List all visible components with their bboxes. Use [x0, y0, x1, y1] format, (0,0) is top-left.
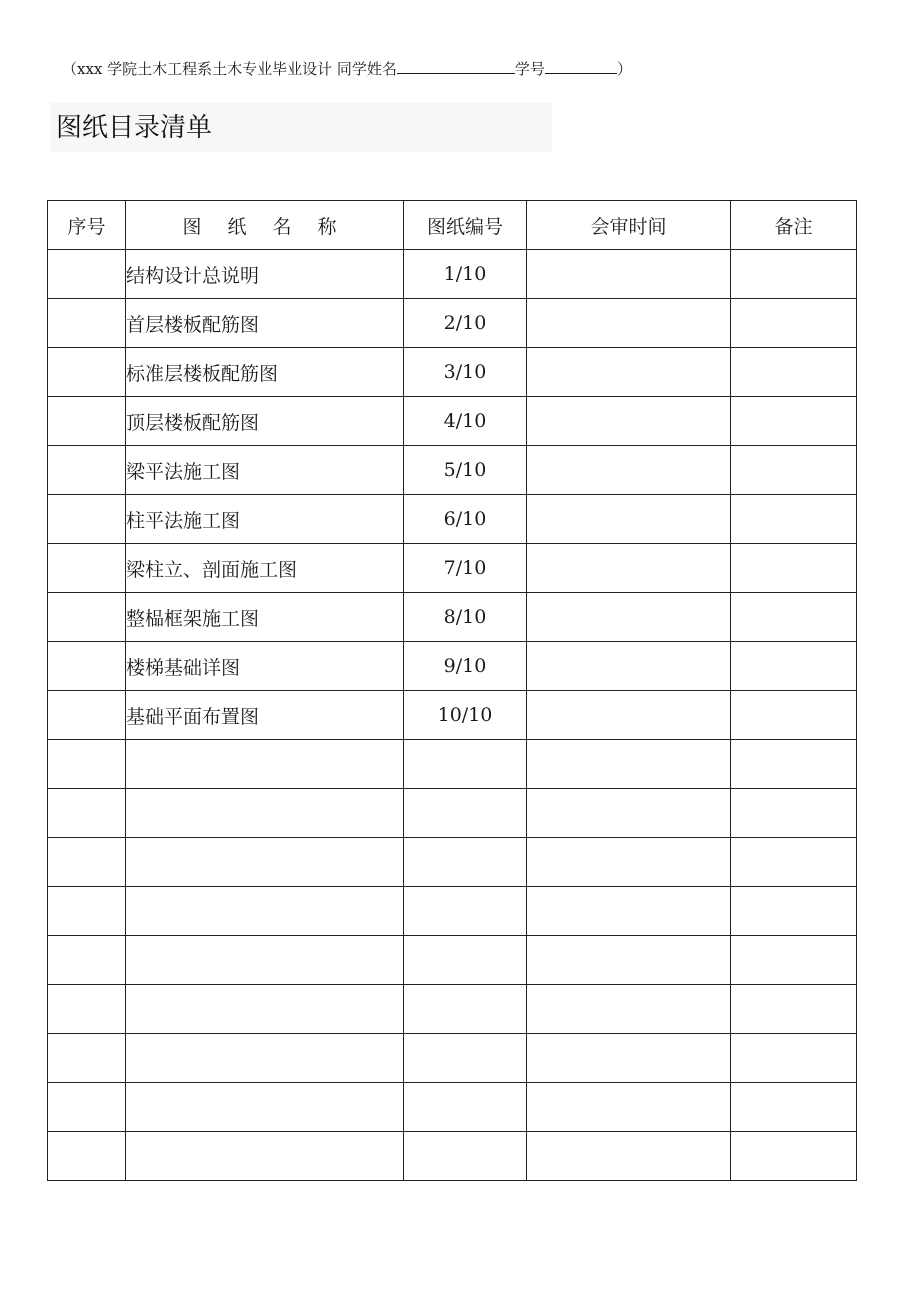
cell-review-time — [527, 446, 731, 495]
cell-seq — [48, 1034, 126, 1083]
cell-review-time — [527, 985, 731, 1034]
cell-review-time — [527, 397, 731, 446]
cell-remarks — [731, 299, 857, 348]
header-seq: 序号 — [48, 201, 126, 250]
table-row — [48, 887, 857, 936]
cell-seq — [48, 642, 126, 691]
cell-review-time — [527, 887, 731, 936]
cell-drawing-number — [404, 1034, 527, 1083]
cell-drawing-number — [404, 1132, 527, 1181]
cell-drawing-name: 基础平面布置图 — [126, 691, 404, 740]
cell-drawing-name: 结构设计总说明 — [126, 250, 404, 299]
student-id-blank[interactable] — [545, 58, 617, 74]
table-row — [48, 544, 857, 593]
cell-seq — [48, 887, 126, 936]
cell-remarks — [731, 1034, 857, 1083]
cell-drawing-name — [126, 985, 404, 1034]
cell-review-time — [527, 593, 731, 642]
cell-drawing-name: 标准层楼板配筋图 — [126, 348, 404, 397]
cell-remarks — [731, 593, 857, 642]
table-row — [48, 789, 857, 838]
cell-review-time — [527, 250, 731, 299]
cell-drawing-number — [404, 740, 527, 789]
cell-drawing-number — [404, 789, 527, 838]
cell-remarks — [731, 642, 857, 691]
cell-seq — [48, 446, 126, 495]
table-row — [48, 348, 857, 397]
table-row — [48, 250, 857, 299]
cell-seq — [48, 593, 126, 642]
cell-remarks — [731, 740, 857, 789]
cell-drawing-number — [404, 985, 527, 1034]
table-row — [48, 740, 857, 789]
cell-remarks — [731, 348, 857, 397]
cell-remarks — [731, 446, 857, 495]
cell-remarks — [731, 936, 857, 985]
cell-drawing-number: 7/10 — [404, 544, 527, 593]
cell-seq — [48, 250, 126, 299]
cell-review-time — [527, 1034, 731, 1083]
cell-seq — [48, 348, 126, 397]
cell-remarks — [731, 1132, 857, 1181]
cell-drawing-name — [126, 789, 404, 838]
cell-drawing-number: 5/10 — [404, 446, 527, 495]
cell-drawing-number: 8/10 — [404, 593, 527, 642]
cell-seq — [48, 789, 126, 838]
cell-review-time — [527, 544, 731, 593]
cell-drawing-name: 整榀框架施工图 — [126, 593, 404, 642]
cell-review-time — [527, 348, 731, 397]
cell-review-time — [527, 1083, 731, 1132]
student-id-label: 学号 — [514, 60, 545, 78]
cell-seq — [48, 544, 126, 593]
cell-drawing-number: 4/10 — [404, 397, 527, 446]
cell-seq — [48, 936, 126, 985]
cell-review-time — [527, 936, 731, 985]
table-row — [48, 985, 857, 1034]
cell-drawing-name — [126, 1132, 404, 1181]
cell-remarks — [731, 789, 857, 838]
cell-remarks — [731, 1083, 857, 1132]
cell-drawing-number: 9/10 — [404, 642, 527, 691]
cell-drawing-number: 2/10 — [404, 299, 527, 348]
cell-drawing-number — [404, 936, 527, 985]
cell-remarks — [731, 985, 857, 1034]
cell-remarks — [731, 495, 857, 544]
cell-drawing-name: 楼梯基础详图 — [126, 642, 404, 691]
cell-remarks — [731, 250, 857, 299]
cell-drawing-name — [126, 887, 404, 936]
header-drawing-name: 图 纸 名 称 — [126, 201, 404, 250]
cell-drawing-name: 首层楼板配筋图 — [126, 299, 404, 348]
cell-drawing-number: 1/10 — [404, 250, 527, 299]
cell-review-time — [527, 299, 731, 348]
header-review-time: 会审时间 — [527, 201, 731, 250]
table-row — [48, 642, 857, 691]
header-suffix: ） — [616, 60, 632, 78]
drawing-catalog-table — [47, 200, 857, 1181]
cell-drawing-name — [126, 740, 404, 789]
cell-seq — [48, 740, 126, 789]
table-body — [48, 250, 857, 1181]
table-row — [48, 495, 857, 544]
cell-remarks — [731, 838, 857, 887]
cell-drawing-number: 6/10 — [404, 495, 527, 544]
cell-drawing-name: 柱平法施工图 — [126, 495, 404, 544]
table-row — [48, 691, 857, 740]
cell-remarks — [731, 397, 857, 446]
cell-drawing-name: 梁柱立、剖面施工图 — [126, 544, 404, 593]
cell-drawing-name — [126, 936, 404, 985]
cell-review-time — [527, 1132, 731, 1181]
cell-seq — [48, 691, 126, 740]
table-row — [48, 936, 857, 985]
table-row — [48, 593, 857, 642]
table-row — [48, 1034, 857, 1083]
cell-drawing-number — [404, 838, 527, 887]
page-title: 图纸目录清单 — [56, 113, 213, 143]
table-row — [48, 1132, 857, 1181]
cell-review-time — [527, 789, 731, 838]
student-name-blank[interactable] — [397, 58, 515, 74]
cell-drawing-number: 3/10 — [404, 348, 527, 397]
table-row — [48, 1083, 857, 1132]
cell-seq — [48, 397, 126, 446]
cell-seq — [48, 299, 126, 348]
cell-drawing-name — [126, 838, 404, 887]
cell-drawing-name: 梁平法施工图 — [126, 446, 404, 495]
cell-seq — [48, 838, 126, 887]
cell-drawing-name: 顶层楼板配筋图 — [126, 397, 404, 446]
cell-drawing-number — [404, 887, 527, 936]
header-prefix: （xxx 学院土木工程系土木专业毕业设计 同学姓名 — [62, 60, 397, 78]
header-remarks: 备注 — [731, 201, 857, 250]
cell-remarks — [731, 544, 857, 593]
cell-drawing-name — [126, 1083, 404, 1132]
table-row — [48, 838, 857, 887]
cell-remarks — [731, 691, 857, 740]
cell-review-time — [527, 740, 731, 789]
table-row — [48, 397, 857, 446]
cell-seq — [48, 495, 126, 544]
cell-review-time — [527, 838, 731, 887]
header-drawing-number: 图纸编号 — [404, 201, 527, 250]
cell-review-time — [527, 642, 731, 691]
cell-drawing-number: 10/10 — [404, 691, 527, 740]
cell-review-time — [527, 495, 731, 544]
document-header — [62, 58, 632, 79]
cell-remarks — [731, 887, 857, 936]
cell-review-time — [527, 691, 731, 740]
cell-seq — [48, 1083, 126, 1132]
table-row — [48, 446, 857, 495]
table-header-row — [48, 201, 857, 250]
cell-drawing-name — [126, 1034, 404, 1083]
table-row — [48, 299, 857, 348]
cell-drawing-number — [404, 1083, 527, 1132]
cell-seq — [48, 1132, 126, 1181]
cell-seq — [48, 985, 126, 1034]
